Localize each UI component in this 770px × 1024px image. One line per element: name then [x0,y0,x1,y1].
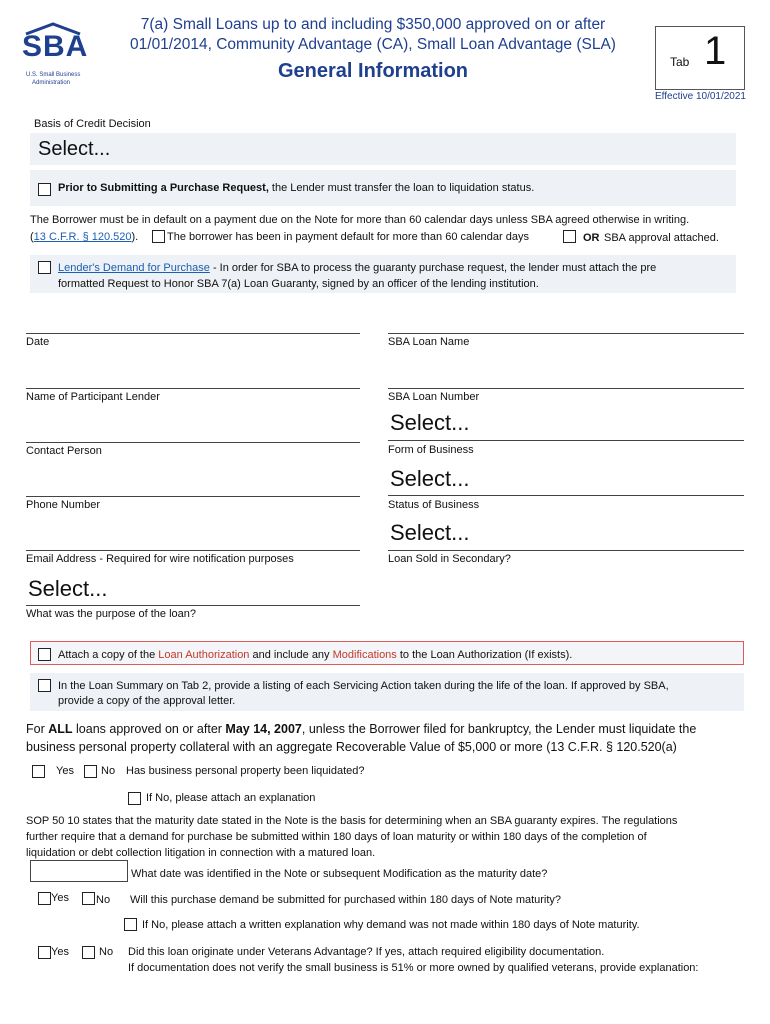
loan-sold-label: Loan Sold in Secondary? [388,553,511,565]
title-line1: 7(a) Small Loans up to and including $350,000 approved on or after [140,16,606,33]
form-of-business-select[interactable]: Select... [390,410,470,435]
attach-suffix: to the Loan Authorization (If exists). [396,649,573,661]
sop-line1: SOP 50 10 states that the maturity date stated in the Note is the basis for determining when an SBA guaranty expires. The regulations [26,815,678,827]
default-line2 [30,231,138,243]
loan-number-line [388,388,744,389]
veterans-line1: Did this loan originate under Veterans Advantage? If yes, attach required eligibility documentation. [128,946,605,958]
attach-checkbox[interactable] [38,648,51,661]
mod-link[interactable]: Modifications [332,649,397,661]
date-label: Date [26,336,50,348]
demand-checkbox[interactable] [38,261,51,274]
or-text: OR [583,232,600,244]
liquidated-question: Has business personal property been liquidated? [126,765,365,777]
coll-mid: loans approved on or after [72,722,226,736]
summary-checkbox[interactable] [38,679,51,692]
prior-bold: Prior to Submitting a Purchase Request, [58,182,269,194]
collateral-line1 [26,722,696,736]
veterans-yes-checkbox[interactable] [38,946,51,959]
collateral-line2: business personal property collateral with an aggregate Recoverable Value of $5,000 or more (13 C.F.R. § 120.520(a) [26,740,677,754]
form-line [388,440,744,441]
purpose-label: What was the purpose of the loan? [26,608,196,620]
status-line [388,495,744,496]
loan-name-line [388,333,744,334]
close-paren: ). [131,231,139,243]
cfr-link[interactable]: 13 C.F.R. § 120.520 [33,231,132,243]
coll-for: For [26,722,49,736]
coll-all: ALL [48,722,73,736]
within-yes-checkbox[interactable] [38,892,51,905]
email-line [26,550,360,551]
sba-logo [22,22,89,92]
within-explain-checkbox[interactable] [124,918,137,931]
basis-label: Basis of Credit Decision [34,118,151,130]
demand-line2: formatted Request to Honor SBA 7(a) Loan Guaranty, signed by an officer of the lending institution. [58,278,539,290]
sop-line3: liquidation or debt collection litigation in connection with a matured loan. [26,847,376,859]
email-label: Email Address - Required for wire notification purposes [26,553,294,565]
purpose-line [26,605,360,606]
coll-date: May 14, 2007 [225,722,302,736]
phone-line [26,496,360,497]
attach-mid: and include any [249,649,333,661]
demand-line1 [58,262,656,274]
maturity-question: What date was identified in the Note or subsequent Modification as the maturity date? [131,868,548,880]
purpose-select[interactable]: Select... [28,576,108,601]
logo-sub2: Administration [32,80,71,86]
loan-sold-select[interactable]: Select... [390,520,470,545]
liquidated-yes-checkbox[interactable] [32,765,45,778]
page-subtitle: General Information [277,60,469,82]
lender-line [26,388,360,389]
prior-rest: the Lender must transfer the loan to liquidation status. [268,182,535,194]
within-question: Will this purchase demand be submitted for purchased within 180 days of Note maturity? [130,894,562,906]
veterans-line2: If documentation does not verify the small business is 51% or more owned by qualified veterans, provide explanation: [128,962,699,974]
prior-text [58,182,534,194]
sba-approval-text: SBA approval attached. [604,232,719,244]
within-yes-label: Yes [51,892,69,904]
prior-checkbox[interactable] [38,183,51,196]
contact-label: Contact Person [26,445,102,457]
summary-line1: In the Loan Summary on Tab 2, provide a listing of each Servicing Action taken during the life of the loan. If approved by SBA, [58,680,669,692]
default-60-text: The borrower has been in payment default for more than 60 calendar days [167,231,529,243]
form-label: Form of Business [388,444,474,456]
default-line1: The Borrower must be in default on a payment due on the Note for more than 60 calendar days unless SBA agreed otherwise in writing. [30,214,690,226]
liquidated-no-label: No [101,765,116,777]
status-label: Status of Business [388,499,480,511]
phone-label: Phone Number [26,499,100,511]
basis-select-value: Select... [38,138,111,160]
summary-line2: provide a copy of the approval letter. [58,695,236,707]
attach-prefix: Attach a copy of the [58,649,159,661]
sba-approval-checkbox[interactable] [563,230,576,243]
within-no-label: No [96,894,111,906]
loan-sold-line [388,550,744,551]
logo-sub1: U.S. Small Business [26,72,81,78]
contact-line [26,442,360,443]
logo-text: SBA [22,30,89,63]
sop-line2: further require that a demand for purchase be submitted within 180 days of loan maturity or within 180 days of the completion of [26,831,647,843]
coll-rest: , unless the Borrower filed for bankruptcy, the Lender must liquidate the [301,722,697,736]
loan-name-label: SBA Loan Name [388,336,470,348]
liquidated-no-checkbox[interactable] [84,765,97,778]
open-paren: ( [30,231,34,243]
tab-box [655,26,745,90]
default-60-checkbox[interactable] [152,230,165,243]
within-no-checkbox[interactable] [82,892,95,905]
attach-text [58,649,572,661]
tab-number: 1 [704,29,727,73]
date-line [26,333,360,334]
basis-select[interactable] [30,133,736,165]
title-line2: 01/01/2014, Community Advantage (CA), Small Loan Advantage (SLA) [130,36,616,53]
liquidated-explain-checkbox[interactable] [128,792,141,805]
veterans-no-label: No [99,946,114,958]
tab-label: Tab [670,55,690,69]
veterans-no-checkbox[interactable] [82,946,95,959]
liquidated-explain-text: If No, please attach an explanation [146,792,316,804]
veterans-yes-label: Yes [51,946,69,958]
within-explain-text: If No, please attach a written explanation why demand was not made within 180 days of Note maturity. [142,919,640,931]
loan-number-label: SBA Loan Number [388,391,480,403]
demand-line1-rest: - In order for SBA to process the guaranty purchase request, the lender must attach the pre [209,262,657,274]
auth-link[interactable]: Loan Authorization [158,649,250,661]
effective-date: Effective 10/01/2021 [655,91,746,102]
status-select[interactable]: Select... [390,466,470,491]
maturity-date-input[interactable] [30,860,128,882]
lender-label: Name of Participant Lender [26,391,160,403]
liquidated-yes-label: Yes [56,765,74,777]
demand-link[interactable]: Lender's Demand for Purchase [58,262,210,274]
